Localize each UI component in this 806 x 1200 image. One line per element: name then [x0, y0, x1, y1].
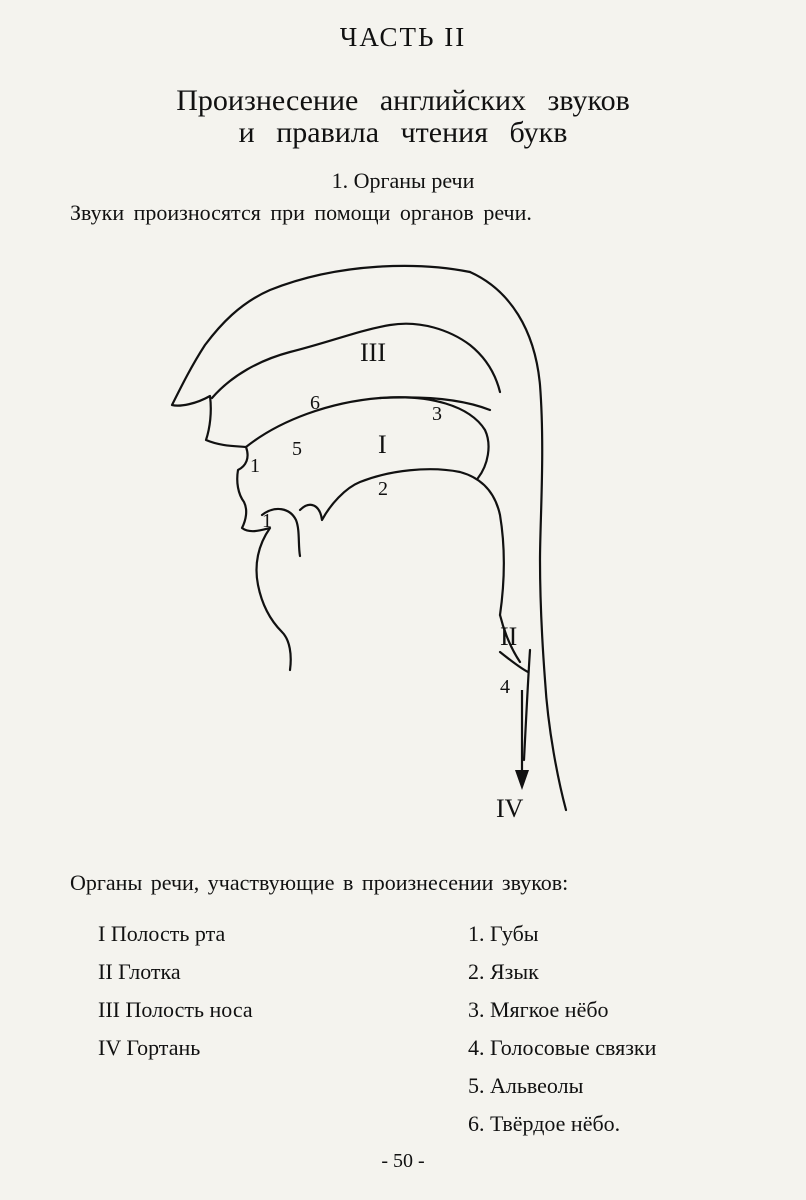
vocal-folds-outline [500, 652, 528, 672]
tongue-outline [300, 469, 504, 615]
legend-cavities-list [98, 915, 253, 1067]
legend-item-alveoli: 5. Альвеолы [468, 1073, 584, 1098]
legend-item-pharynx: II Глотка [98, 959, 181, 984]
chapter-title-line-2: и правила чтения букв [238, 116, 568, 149]
label-nasal-cavity: III [360, 338, 386, 367]
nasal-cavity-outline [212, 324, 500, 398]
legend-organs-list [468, 915, 656, 1143]
airflow-arrow-head [515, 770, 529, 790]
label-alveoli: 5 [292, 438, 302, 460]
label-lower-lip: 1 [262, 510, 272, 532]
label-hard-palate: 6 [310, 392, 320, 414]
legend-item-soft-palate: 3. Мягкое нёбо [468, 997, 609, 1022]
legend-item-oral-cavity: I Полость рта [98, 921, 226, 946]
label-upper-lip: 1 [250, 455, 260, 477]
label-larynx: IV [496, 794, 524, 823]
label-tongue: 2 [378, 478, 388, 500]
intro-sentence: Звуки произносятся при помощи органов речи. [70, 200, 532, 225]
legend-item-nasal-cavity: III Полость носа [98, 997, 253, 1022]
label-vocal-cords: 4 [500, 676, 510, 698]
legend-item-hard-palate: 6. Твёрдое нёбо. [468, 1111, 621, 1136]
page-number: - 50 - [381, 1150, 425, 1172]
label-pharynx: II [500, 622, 518, 651]
label-soft-palate: 3 [432, 403, 442, 425]
label-oral-cavity: I [378, 430, 387, 459]
hard-palate-outline [246, 397, 490, 447]
pharynx-back-outline [470, 272, 566, 810]
legend-item-vocal-cords: 4. Голосовые связки [468, 1035, 657, 1060]
section-heading: 1. Органы речи [331, 168, 475, 193]
legend-item-lips: 1. Губы [468, 921, 539, 946]
legend-caption: Органы речи, участвующие в произнесении звуков: [70, 870, 569, 895]
legend-item-tongue: 2. Язык [468, 959, 539, 984]
chapter-title-line-1: Произнесение английских звуков [176, 84, 630, 117]
part-heading: ЧАСТЬ II [339, 22, 467, 52]
legend-item-larynx: IV Гортань [98, 1035, 201, 1060]
